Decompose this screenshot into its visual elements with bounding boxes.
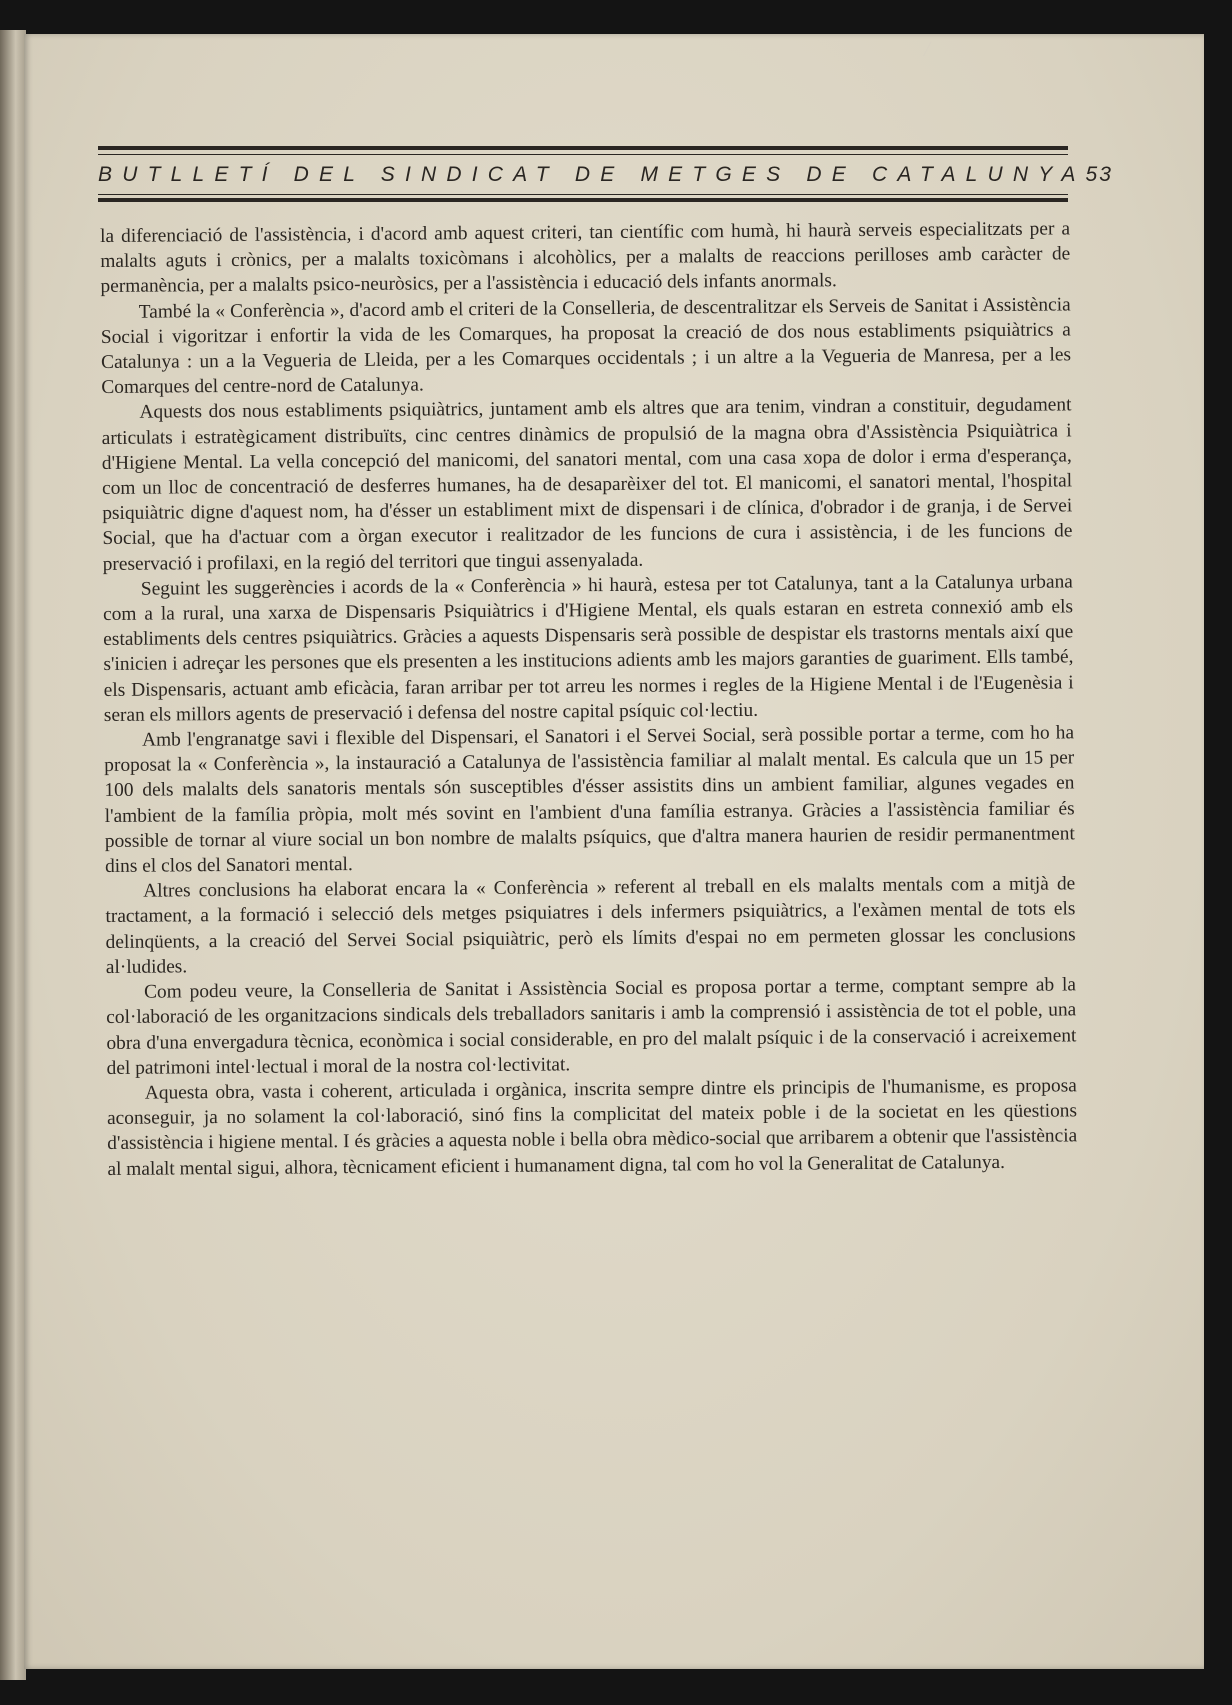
header-rule-top-thick <box>98 146 1068 150</box>
corner-mark: / <box>924 36 931 61</box>
paragraph: També la « Conferència », d'acord amb el criteri de la Conselleria, de descentralitzar els Serveis de Sanitat i Assistència Social i vigoritzar i enfortir la vida de les Comarques, ha proposat la creació de dos nous establiments psiquiàtrics a Catalunya : un a la Vegueria de Lleida, per a les Comarques occidentals ; i un altre a la Vegueria de Manresa, per a les Comarques del centre-nord de Catalunya. <box>100 293 1072 399</box>
header-rule-bottom-thin <box>98 194 1068 195</box>
paragraph: Altres conclusions ha elaborat encara la « Conferència » referent al treball en els malalts mentals com a mitjà de tractament, a la formació i selecció dels metges psiquiatres i dels infermers psiquiàtrics, a l'exàmen mental de tots els delinqüents, a la creació del Servei Social psiquiàtric, però els límits d'espai no em permeten glossar les conclusions al·ludides. <box>105 873 1076 978</box>
previous-page-edge <box>0 30 26 1680</box>
header-rule-bottom-thick <box>98 198 1068 202</box>
paragraph: Aquesta obra, vasta i coherent, articulada i orgànica, inscrita sempre dintre els principis de l'humanisme, es proposa aconseguir, ja no solament la col·laboració, sinó fins la complicitat del mateix poble i de la societat en les qüestions d'assistència i higiene mental. I és gràcies a aquesta noble i bella obra mèdico-social que arribarem a obtenir que l'assistència al malalt mental sigui, alhora, tècnicament eficient i humanament digna, tal com ho vol la Generalitat de Catalunya. <box>106 1075 1078 1180</box>
page-number: 53 <box>1085 163 1113 186</box>
header-rule-top-thin <box>98 154 1068 155</box>
running-header <box>98 158 1113 192</box>
article-body <box>100 216 1077 1181</box>
journal-title: BUTLLETÍ DEL SINDICAT DE METGES DE CATALUNYA <box>98 163 1086 186</box>
paragraph: Amb l'engranatge savi i flexible del Dispensari, el Sanatori i el Servei Social, serà possible portar a terme, com ho ha proposat la « Conferència », la instauració a Catalunya de l'assistència familiar al malalt mental. Es calcula que un 15 per 100 dels malalts dels sanatoris mentals són susceptibles d'ésser assistits dins un ambient familiar, algunes vegades en l'ambient de la família pròpia, molt més sovint en l'ambient d'una família estranya. Gràcies a l'assistència familiar és possible de tornar al viure social un bon nombre de malalts psíquics, que d'altra manera haurien de residir permanentment dins el clos del Sanatori mental. <box>104 722 1075 878</box>
paragraph: Com podeu veure, la Conselleria de Sanitat i Assistència Social es proposa portar a terme, comptant sempre ab la col·laboració de les organitzacions sindicals dels treballadors sanitaris i amb la comprensió i assistència de tot el poble, una obra d'una envergadura tècnica, econòmica i social considerable, en pro del malalt psíquic i de la conservació i acreixement del patrimoni intel·lectual i moral de la nostra col·lectivitat. <box>106 974 1077 1079</box>
paragraph: la diferenciació de l'assistència, i d'acord amb aquest criteri, tan científic com humà, hi haurà serveis especialitzats per a malalts aguts i crònics, per a malalts toxicòmans i alcohòlics, per a malalts de reaccions perilloses amb caràcter de permanència, per a malalts psico-neuròsics, per a l'assistència i educació dels infants anormals. <box>100 218 1071 298</box>
paragraph: Seguint les suggerències i acords de la « Conferència » hi haurà, estesa per tot Catalunya, tant a la Catalunya urbana com a la rural, una xarxa de Dispensaris Psiquiàtrics i d'Higiene Mental, els quals estaran en estreta connexió amb els establiments dels centres psiquiàtrics. Gràcies a aquests Dispensaris serà possible de despistar els trastorns mentals així que s'inicien i adreçar les persones que els presenten a les institucions adients amb les majors garanties de guariment. Ells també, els Dispensaris, actuant amb eficàcia, faran arribar per tot arreu les normes i regles de la Higiene Mental i de l'Eugenèsia i seran els millors agents de preservació i defensa del nostre capital psíquic col·lectiu. <box>102 571 1074 726</box>
paragraph: Aquests dos nous establiments psiquiàtrics, juntament amb els altres que ara tenim, vindran a constituir, degudament articulats i estratègicament distribuïts, cinc centres dinàmics de propulsió de la magna obra d'Assistència Psiquiàtrica i d'Higiene Mental. La vella concepció del manicomi, del sanatori mental, com una casa xopa de dolor i erma d'esperança, com un lloc de concentració de desferres humanes, ha de desaparèixer del tot. El manicomi, el sanatori mental, l'hospital psiquiàtric digne d'aquest nom, ha d'ésser un establiment mixt de dispensari i de clínica, d'obrador i de granja, i de Servei Social, que ha d'actuar com a òrgan executor i realitzador de les funcions de cura i assistència, i de les funcions de preservació i profilaxi, en la regió del territori que tingui assenyalada. <box>101 394 1073 575</box>
page <box>24 34 1204 1669</box>
